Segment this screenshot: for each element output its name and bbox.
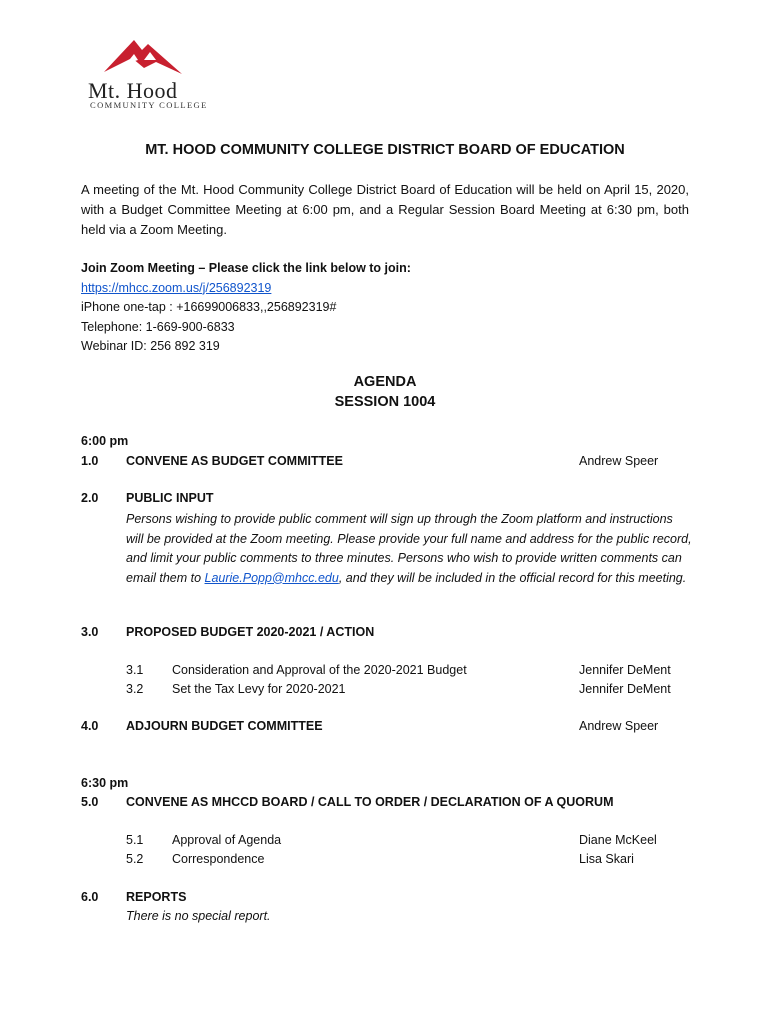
- subitem-number: 3.1: [126, 663, 144, 677]
- public-input-text-b: , and they will be included in the official record for this meeting.: [338, 570, 687, 585]
- presenter: Lisa Skari: [579, 852, 634, 866]
- zoom-heading: Join Zoom Meeting – Please click the link below to join:: [81, 261, 411, 275]
- subitem-number: 3.2: [126, 682, 144, 696]
- item-number: 5.0: [81, 795, 99, 809]
- subitem-text: Correspondence: [172, 852, 265, 866]
- presenter: Andrew Speer: [579, 719, 659, 733]
- item-heading: CONVENE AS BUDGET COMMITTEE: [126, 454, 343, 468]
- agenda-session: SESSION 1004: [334, 394, 436, 410]
- item-number: 4.0: [81, 719, 99, 733]
- page-title: MT. HOOD COMMUNITY COLLEGE DISTRICT BOARD OF EDUCATION: [145, 142, 625, 158]
- zoom-iphone: iPhone one-tap : +16699006833,,256892319#: [81, 300, 337, 314]
- zoom-info: [81, 259, 411, 357]
- item-number: 3.0: [81, 625, 99, 639]
- presenter: Jennifer DeMent: [579, 682, 671, 696]
- subitem-text: Approval of Agenda: [172, 833, 282, 847]
- item-number: 6.0: [81, 890, 99, 904]
- subitem-text: Set the Tax Levy for 2020-2021: [172, 682, 346, 696]
- college-logo: [84, 38, 208, 110]
- subitem-text: Consideration and Approval of the 2020-2021 Budget: [172, 663, 467, 677]
- agenda-title: AGENDA: [353, 374, 417, 390]
- item-heading: ADJOURN BUDGET COMMITTEE: [126, 719, 323, 733]
- item-number: 1.0: [81, 454, 99, 468]
- item-number: 2.0: [81, 491, 99, 505]
- item-heading: CONVENE AS MHCCD BOARD / CALL TO ORDER / DECLARATION OF A QUORUM: [126, 795, 614, 809]
- agenda-heading: [0, 372, 770, 412]
- time-label: 6:30 pm: [81, 776, 129, 790]
- presenter: Jennifer DeMent: [579, 663, 671, 677]
- subitem-number: 5.2: [126, 852, 144, 866]
- item-heading: PROPOSED BUDGET 2020-2021 / ACTION: [126, 625, 375, 639]
- public-input-text-a: Persons wishing to provide public comment will sign up through the Zoom platform and instructions will be provided at the Zoom meeting. Please provide your full name and address for the public record, and limit your public comments to three minutes. Persons who wish to provide written comments can email them to: [126, 512, 692, 585]
- mountain-logo-icon: [104, 38, 184, 78]
- logo-subtitle: COMMUNITY COLLEGE: [90, 100, 208, 110]
- intro-paragraph: A meeting of the Mt. Hood Community College District Board of Education will be held on April 15, 2020, with a Budget Committee Meeting at 6:00 pm, and a Regular Session Board Meeting at 6:30 pm, both held via a Zoom Meeting.: [81, 182, 689, 237]
- zoom-telephone: Telephone: 1-669-900-6833: [81, 319, 235, 334]
- logo-name: Mt. Hood: [88, 78, 178, 103]
- email-link[interactable]: Laurie.Popp@mhcc.edu: [204, 570, 339, 585]
- presenter: Andrew Speer: [579, 454, 659, 468]
- item-heading: PUBLIC INPUT: [126, 491, 214, 505]
- zoom-webinar-id: Webinar ID: 256 892 319: [81, 339, 220, 353]
- reports-text: There is no special report.: [126, 909, 271, 923]
- time-label: 6:00 pm: [81, 434, 129, 448]
- public-input-text: [126, 510, 692, 588]
- zoom-link[interactable]: https://mhcc.zoom.us/j/256892319: [81, 280, 272, 295]
- subitem-number: 5.1: [126, 833, 144, 847]
- item-heading: REPORTS: [126, 890, 187, 904]
- presenter: Diane McKeel: [579, 833, 657, 847]
